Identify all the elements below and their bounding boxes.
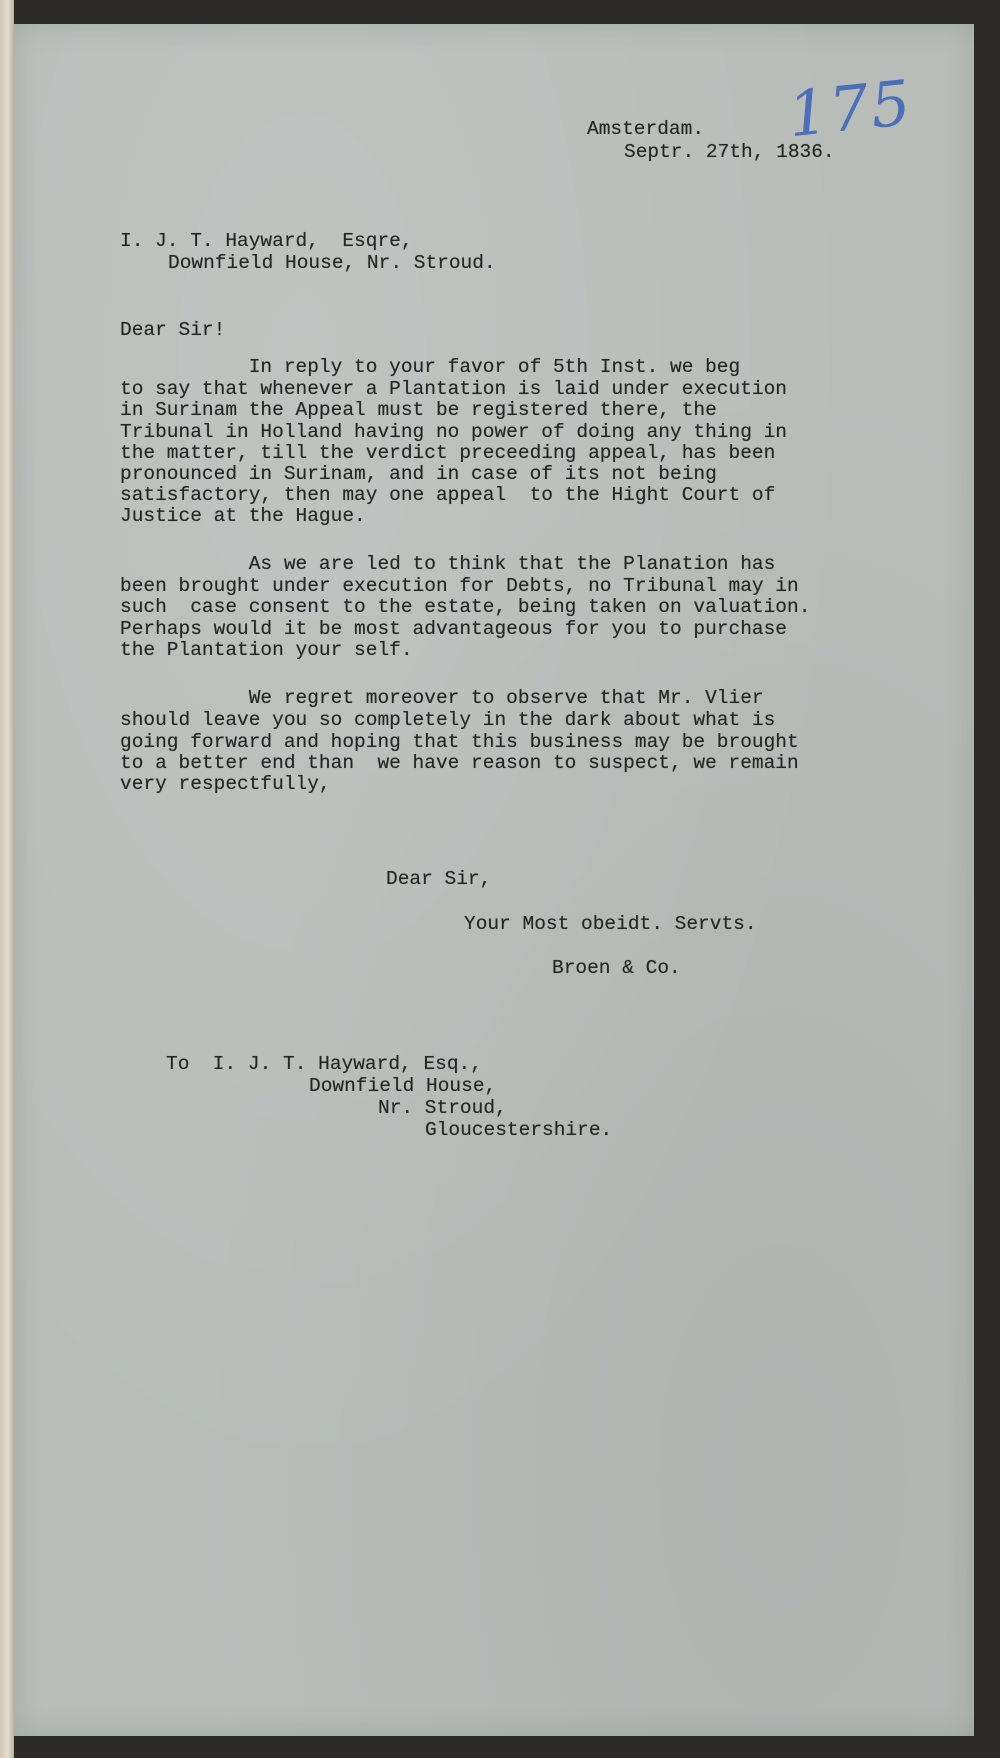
body-line: As we are led to think that the Planation has (120, 553, 776, 575)
forwarding-address-line: To I. J. T. Hayward, Esq., (166, 1053, 482, 1075)
body-line: to a better end than we have reason to suspect, we remain (120, 752, 799, 774)
body-line: in Surinam the Appeal must be registered there, the (120, 399, 717, 421)
body-line: pronounced in Surinam, and in case of its not being (120, 463, 717, 485)
body-line: Perhaps would it be most advantageous for you to purchase (120, 618, 788, 640)
body-line: very respectfully, (120, 773, 331, 795)
body-line: the matter, till the verdict preceeding appeal, has been (120, 442, 776, 464)
folio-number: 175 (784, 65, 916, 152)
addressee-address: Downfield House, Nr. Stroud. (168, 252, 496, 274)
body-line: should leave you so completely in the dark about what is (120, 709, 776, 731)
body-line: the Plantation your self. (120, 639, 413, 661)
closing-salutation: Dear Sir, (386, 868, 492, 890)
letter-date: Septr. 27th, 1836. (624, 141, 835, 163)
body-line: such case consent to the estate, being taken on valuation. (120, 596, 811, 618)
valediction: Your Most obeidt. Servts. (464, 913, 757, 935)
body-line: to say that whenever a Plantation is laid under execution (120, 378, 788, 400)
body-line: In reply to your favor of 5th Inst. we beg (120, 356, 741, 378)
date-place: Amsterdam. (587, 118, 705, 140)
letter-page (14, 24, 974, 1736)
forwarding-address-line: Nr. Stroud, (378, 1097, 507, 1119)
body-line: been brought under execution for Debts, no Tribunal may in (120, 575, 799, 597)
forwarding-address-line: Gloucestershire. (425, 1119, 613, 1141)
body-line: satisfactory, then may one appeal to the Hight Court of (120, 484, 776, 506)
body-line: Tribunal in Holland having no power of doing any thing in (120, 421, 788, 443)
addressee-name: I. J. T. Hayward, Esqre, (120, 230, 413, 252)
body-line: Justice at the Hague. (120, 505, 366, 527)
signature: Broen & Co. (552, 957, 681, 979)
salutation: Dear Sir! (120, 319, 226, 341)
body-line: We regret moreover to observe that Mr. Vlier (120, 687, 764, 709)
forwarding-address-line: Downfield House, (309, 1075, 497, 1097)
volume-binding-edge (0, 0, 14, 1758)
body-line: going forward and hoping that this business may be brought (120, 731, 799, 753)
